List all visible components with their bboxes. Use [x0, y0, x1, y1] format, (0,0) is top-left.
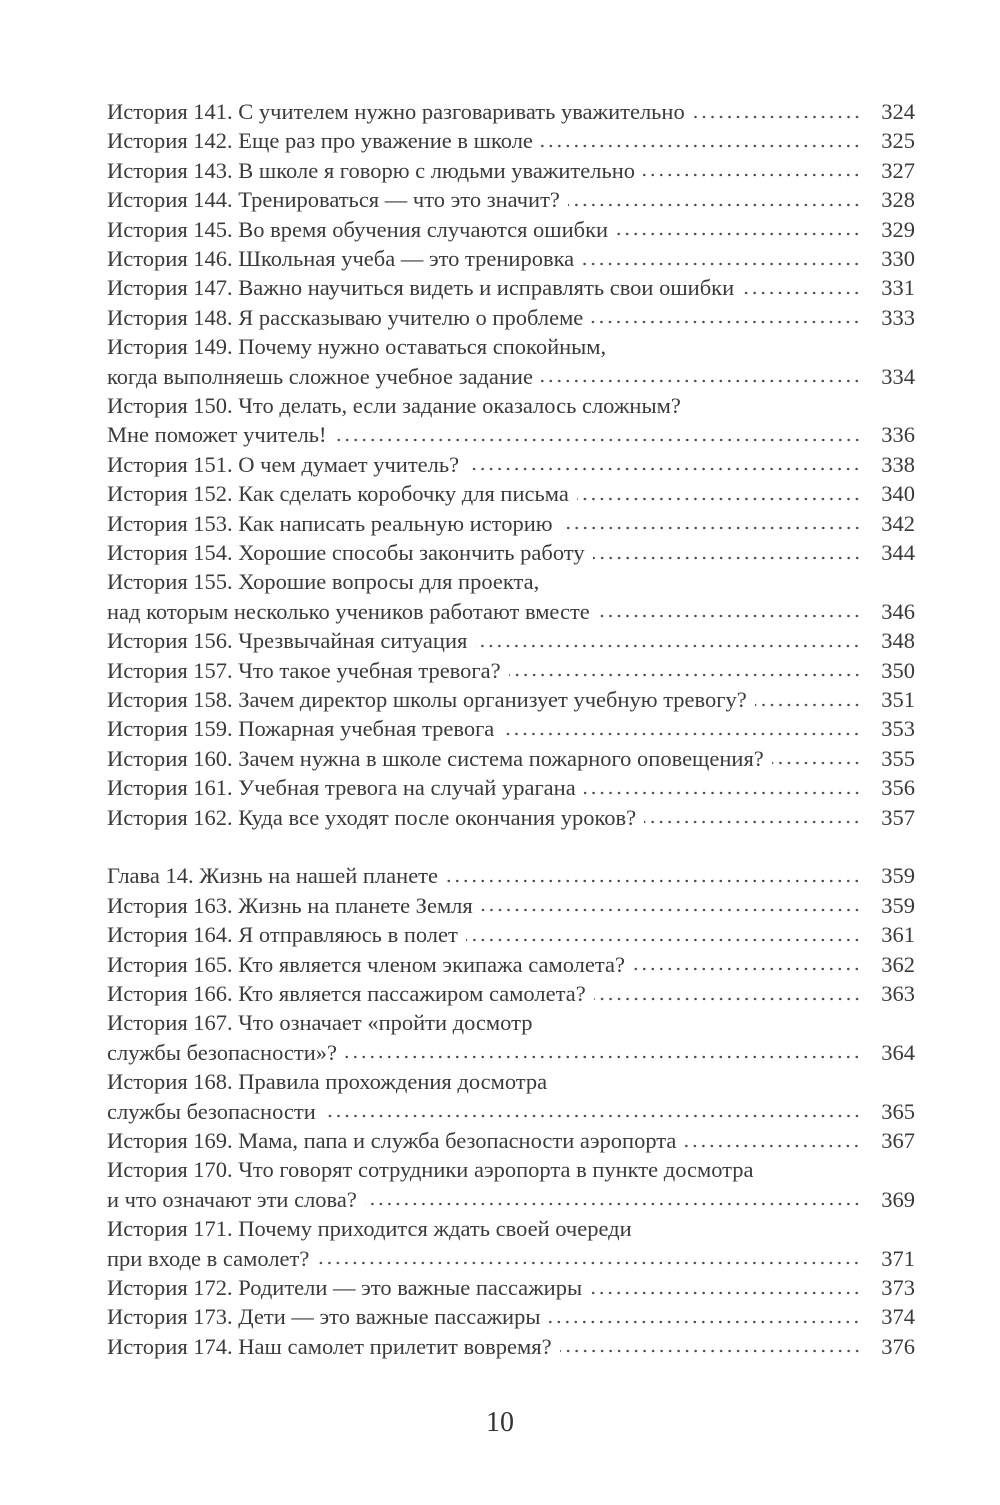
toc-entry-title: История 149. Почему нужно оставаться спокойным, [107, 334, 607, 360]
dot-leader [475, 643, 861, 649]
dot-leader [345, 1054, 861, 1060]
dot-leader [317, 1260, 861, 1266]
toc-entry-page: 340 [881, 481, 915, 507]
toc-entry-page: 355 [881, 745, 915, 771]
toc-entry-page: 356 [881, 775, 915, 801]
toc-entry-page: 351 [881, 687, 915, 712]
toc-entry-title: История 154. Хорошие способы закончить работу [107, 540, 585, 565]
toc-entry-page: 369 [881, 1186, 915, 1212]
dot-leader [742, 290, 861, 296]
toc-entry [107, 626, 915, 655]
toc-entry [107, 567, 915, 596]
toc-entry-title: История 159. Пожарная учебная тревога [107, 716, 495, 742]
dot-leader [593, 555, 861, 561]
dot-leader [755, 702, 861, 708]
dot-leader [584, 790, 861, 796]
toc-entry-title: История 141. С учителем нужно разговаривать уважительно [107, 99, 685, 124]
toc-entry [107, 1155, 915, 1184]
toc-entry [107, 1067, 915, 1096]
toc-entry-page: 357 [881, 804, 915, 830]
toc-entry-title: История 168. Правила прохождения досмотра [107, 1069, 548, 1095]
toc-entry-title: над которым несколько учеников работают вместе [107, 598, 590, 624]
dot-leader [594, 996, 861, 1002]
toc-entry [107, 773, 915, 802]
toc-entry-title: История 147. Важно научиться видеть и исправлять свои ошибки [107, 275, 735, 301]
toc-entry [107, 185, 915, 214]
toc-entry [107, 803, 915, 832]
toc-entry-title: История 172. Родители — это важные пассажиры [107, 1275, 583, 1300]
toc-entry-page: 373 [881, 1275, 915, 1300]
toc-entry-title: История 173. Дети — это важные пассажиры [107, 1304, 541, 1330]
dot-leader [633, 966, 861, 972]
dot-leader [548, 1319, 861, 1325]
toc-entry-page: 359 [881, 863, 915, 889]
toc-entry-title: История 146. Школьная учеба — это тренировка [107, 246, 575, 271]
dot-leader [365, 1201, 861, 1207]
toc-entry-page: 346 [881, 598, 915, 624]
toc-entry-page: 359 [881, 892, 915, 918]
dot-leader [693, 114, 861, 120]
toc-entry [107, 1332, 915, 1361]
toc-entry [107, 950, 915, 979]
toc-entry [107, 685, 915, 714]
toc-entry-title: Глава 14. Жизнь на нашей планете [107, 863, 438, 889]
toc-entry [107, 1273, 915, 1302]
toc-entry [107, 126, 915, 155]
dot-leader [560, 1348, 861, 1354]
toc-entry-title: История 155. Хорошие вопросы для проекта, [107, 569, 540, 595]
toc-entry-title: когда выполняешь сложное учебное задание [107, 363, 533, 389]
toc-entry-title: История 162. Куда все уходят после окончания уроков? [107, 804, 637, 830]
toc-entry [107, 450, 915, 479]
dot-leader [446, 878, 861, 884]
dot-leader [481, 907, 861, 913]
toc-entry-page: 365 [881, 1098, 915, 1124]
toc-entry-title: История 143. В школе я говорю с людьми уважительно [107, 157, 635, 183]
toc-entry-title: История 166. Кто является пассажиром самолета? [107, 981, 586, 1006]
toc-entry-title: История 167. Что означает «пройти досмотр [107, 1010, 533, 1036]
toc-entry-page: 363 [881, 981, 915, 1006]
toc-entry [107, 1038, 915, 1067]
dot-leader [598, 613, 861, 619]
toc-entry-title: История 160. Зачем нужна в школе система пожарного оповещения? [107, 745, 764, 771]
toc-entry [107, 332, 915, 361]
dot-leader [644, 819, 861, 825]
toc-entry-title: История 164. Я отправляюсь в полет [107, 922, 458, 948]
toc-entry-page: 350 [881, 657, 915, 683]
toc-entry [107, 303, 915, 332]
toc-entry-page: 338 [881, 451, 915, 477]
toc-entry-page: 344 [881, 540, 915, 565]
toc-entry-page: 348 [881, 628, 915, 654]
toc-entry-page: 374 [881, 1304, 915, 1330]
toc-entry-title: История 148. Я рассказываю учителю о проблеме [107, 304, 584, 330]
toc-entry [107, 215, 915, 244]
toc-entry [107, 509, 915, 538]
dot-leader [591, 319, 861, 325]
toc-entry [107, 744, 915, 773]
toc-entry-page: 328 [881, 187, 915, 213]
dot-leader [643, 172, 861, 178]
toc-entry [107, 920, 915, 949]
dot-leader [616, 231, 861, 237]
toc-entry [107, 1214, 915, 1243]
toc-entry-page: 327 [881, 157, 915, 183]
dot-leader [561, 525, 861, 531]
toc-entry [107, 656, 915, 685]
toc-entry [107, 420, 915, 449]
toc-entry-title: История 156. Чрезвычайная ситуация [107, 628, 468, 654]
toc-entry-page: 330 [881, 246, 915, 271]
page-number: 10 [486, 1407, 514, 1438]
toc-entry [107, 1244, 915, 1273]
dot-leader [509, 672, 861, 678]
toc-entry-page: 336 [881, 422, 915, 448]
toc-entry-page: 371 [881, 1245, 915, 1271]
toc-entry-title: История 161. Учебная тревога на случай урагана [107, 775, 576, 801]
dot-leader [577, 496, 861, 502]
toc-entry [107, 273, 915, 302]
toc-entry [107, 1302, 915, 1331]
toc-entry-title: службы безопасности»? [107, 1039, 337, 1065]
toc-entry [107, 244, 915, 273]
toc-entry [107, 156, 915, 185]
dot-leader [466, 937, 861, 943]
toc-entry [107, 1097, 915, 1126]
dot-leader [541, 143, 861, 149]
toc-entry [107, 597, 915, 626]
toc-entry-page: 334 [881, 363, 915, 389]
toc-entry [107, 391, 915, 420]
toc-entry-page: 324 [881, 99, 915, 124]
toc-entry-title: История 165. Кто является членом экипажа самолета? [107, 951, 625, 977]
toc-entry-title: История 169. Мама, папа и служба безопасности аэропорта [107, 1128, 677, 1153]
toc-entry-page: 325 [881, 128, 915, 154]
toc-entry-title: История 171. Почему приходится ждать своей очереди [107, 1216, 632, 1242]
toc-entry-title: История 158. Зачем директор школы организует учебную тревогу? [107, 687, 747, 712]
dot-leader [582, 261, 861, 267]
toc-entry-title: История 174. Наш самолет прилетит вовремя? [107, 1333, 552, 1359]
toc-entry [107, 979, 915, 1008]
toc-entry-title: Мне поможет учитель! [107, 422, 327, 448]
dot-leader [502, 731, 861, 737]
dot-leader [568, 202, 861, 208]
toc-entry-title: История 163. Жизнь на планете Земля [107, 892, 473, 918]
toc-entry [107, 1008, 915, 1037]
dot-leader [324, 1113, 861, 1119]
toc-entry-page: 331 [881, 275, 915, 301]
toc-entry [107, 479, 915, 508]
toc-entry [107, 714, 915, 743]
toc-entry-title: История 153. Как написать реальную историю [107, 510, 553, 536]
dot-leader [335, 437, 861, 443]
dot-leader [541, 378, 861, 384]
dot-leader [467, 466, 861, 472]
toc-chapter-heading [107, 861, 915, 890]
toc-entry-title: История 142. Еще раз про уважение в школе [107, 128, 533, 154]
toc-entry-title: и что означают эти слова? [107, 1186, 357, 1212]
toc-entry-page: 376 [881, 1333, 915, 1359]
toc-entry-title: История 152. Как сделать коробочку для письма [107, 481, 569, 507]
toc-entry-title: История 157. Что такое учебная тревога? [107, 657, 501, 683]
toc-entry-title: История 145. Во время обучения случаются ошибки [107, 216, 609, 242]
toc-entry-title: при входе в самолет? [107, 1245, 310, 1271]
toc-entry [107, 362, 915, 391]
toc-entry-page: 364 [881, 1039, 915, 1065]
dot-leader [684, 1143, 861, 1149]
toc-entry-title: История 144. Тренироваться — что это значит? [107, 187, 560, 213]
toc-entry [107, 1126, 915, 1155]
toc-entry-title: История 151. О чем думает учитель? [107, 451, 460, 477]
dot-leader [772, 760, 861, 766]
toc-entry-page: 342 [881, 510, 915, 536]
toc-entry-title: службы безопасности [107, 1098, 316, 1124]
toc-entry-page: 329 [881, 216, 915, 242]
toc-entry-title: История 170. Что говорят сотрудники аэропорта в пункте досмотра [107, 1157, 754, 1183]
toc-entry-page: 362 [881, 951, 915, 977]
toc-entry-page: 333 [881, 304, 915, 330]
toc-entry-page: 367 [881, 1128, 915, 1153]
toc-entry [107, 891, 915, 920]
toc-entry-page: 353 [881, 716, 915, 742]
toc-entry [107, 1185, 915, 1214]
toc-entry [107, 538, 915, 567]
toc-entry [107, 97, 915, 126]
dot-leader [590, 1290, 861, 1296]
toc-entry-title: История 150. Что делать, если задание оказалось сложным? [107, 393, 681, 418]
toc-entry-page: 361 [881, 922, 915, 948]
